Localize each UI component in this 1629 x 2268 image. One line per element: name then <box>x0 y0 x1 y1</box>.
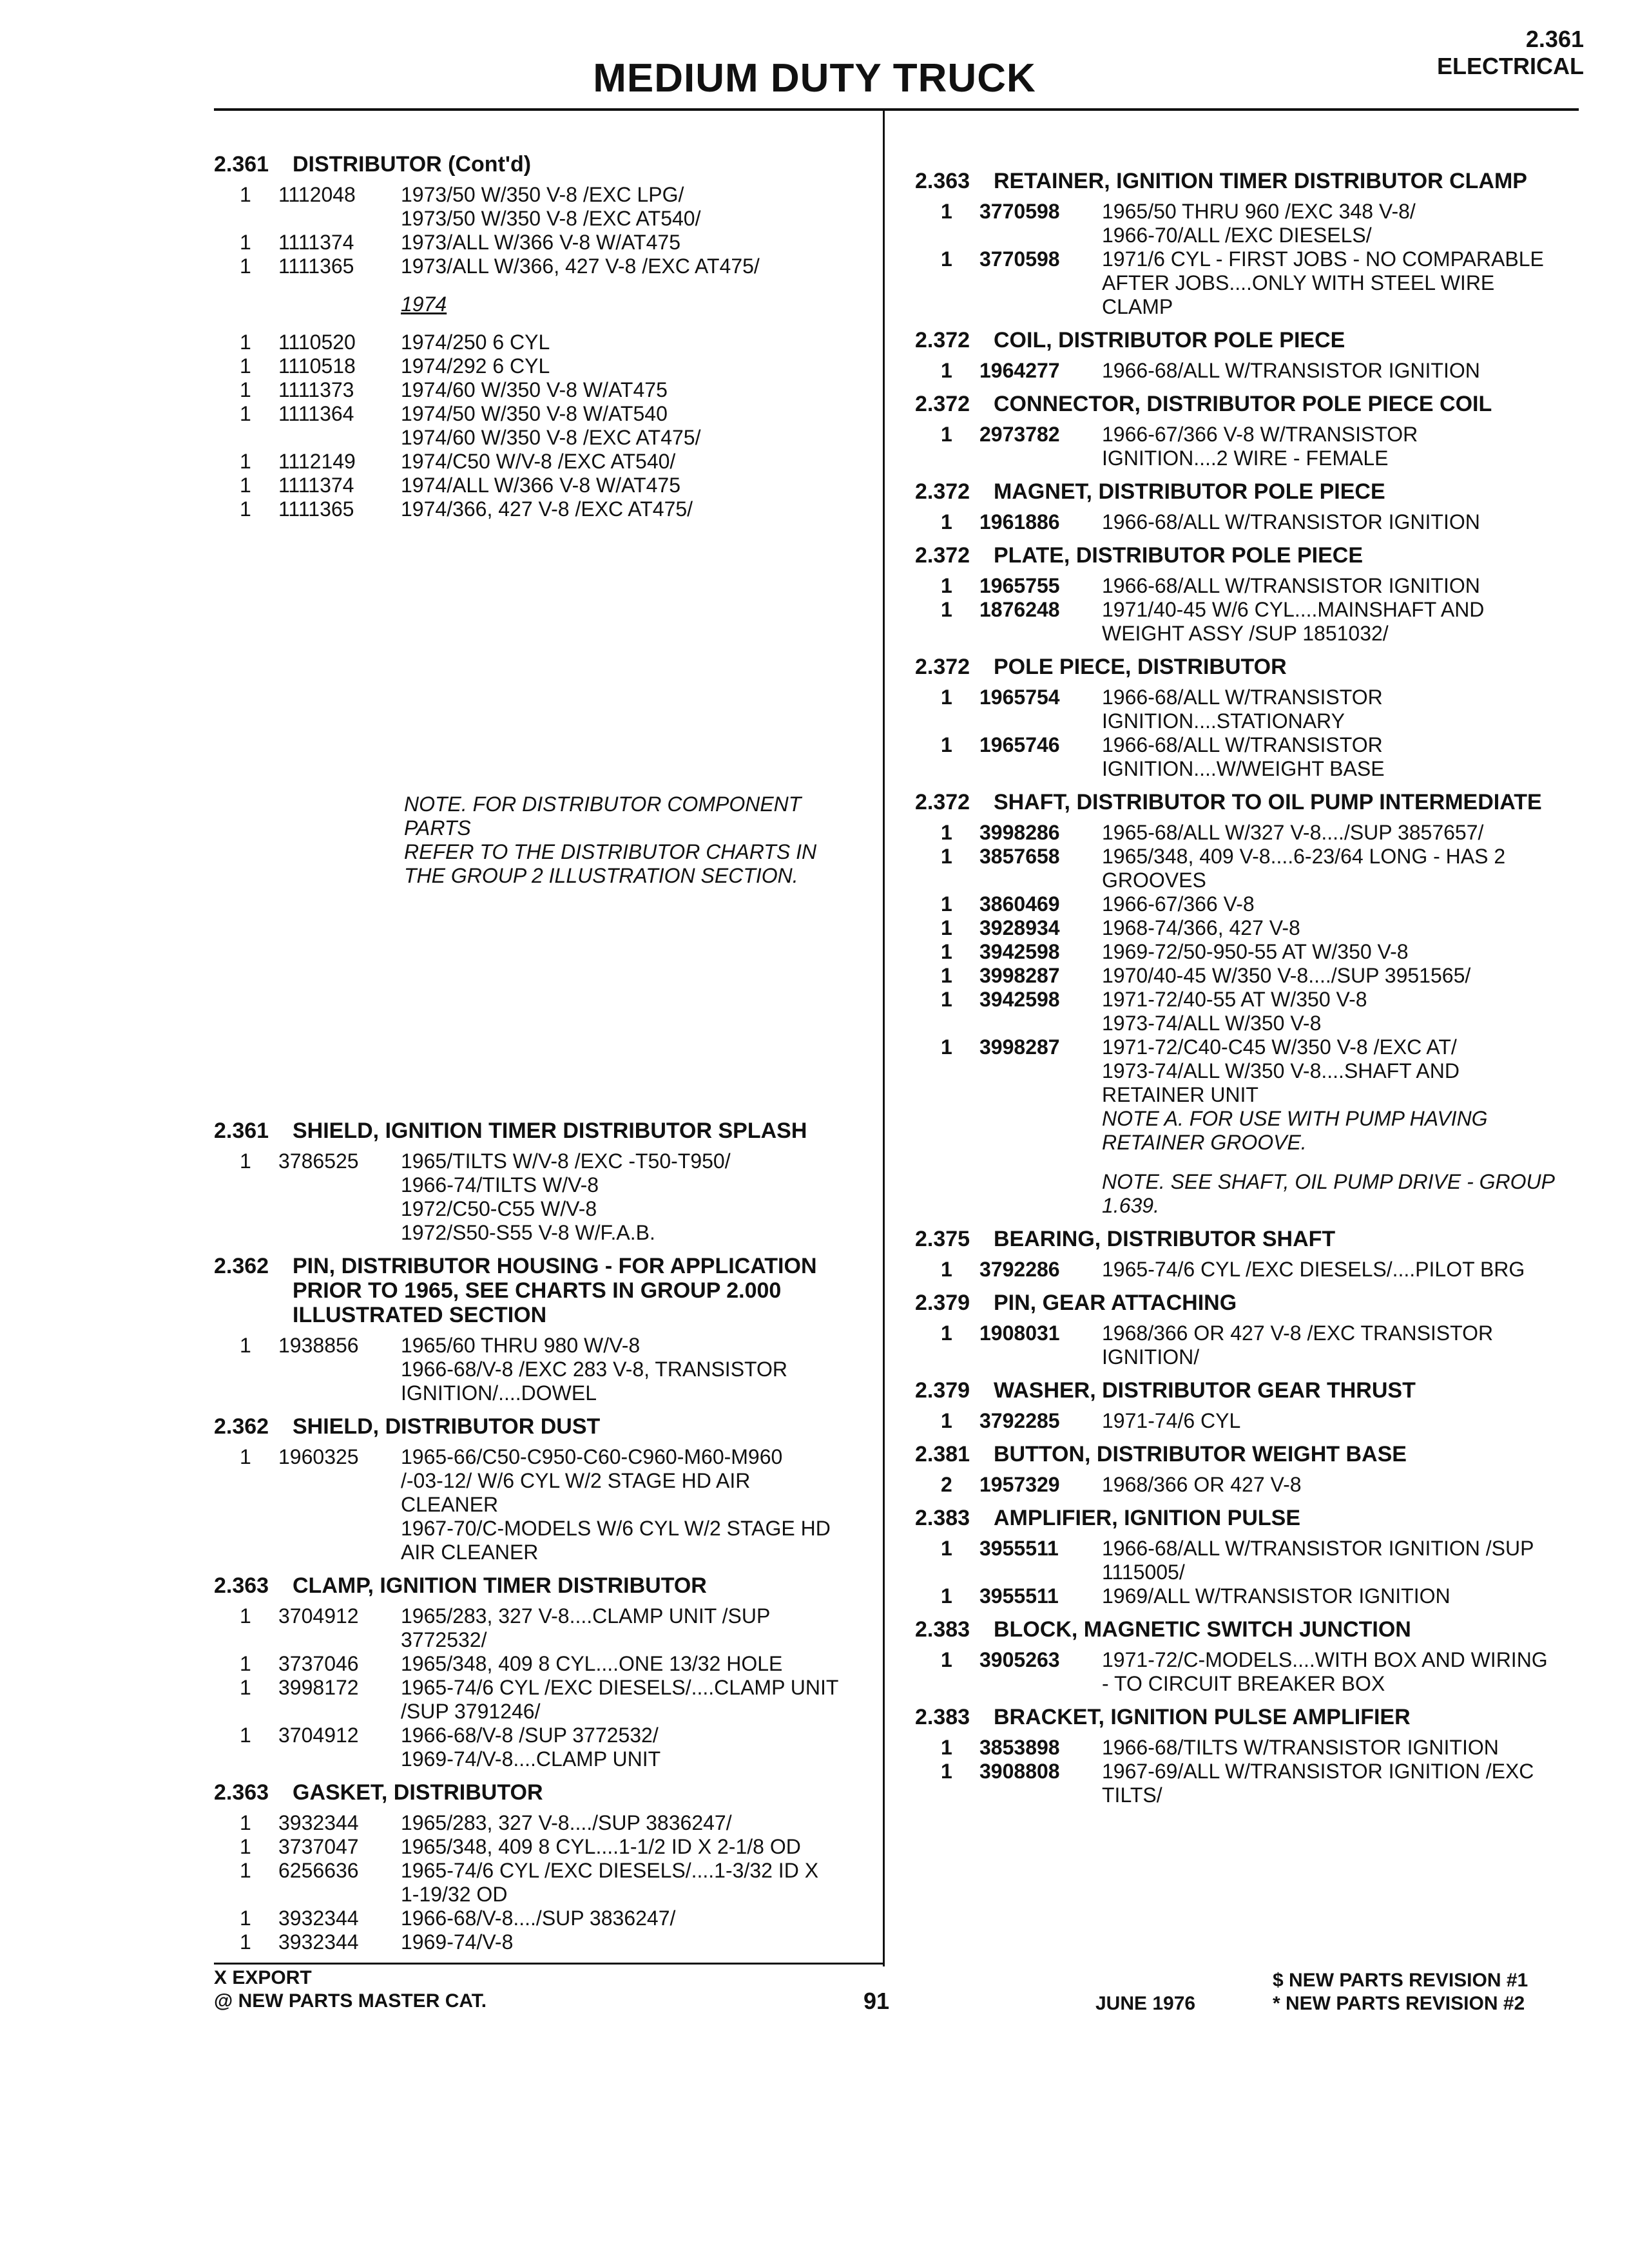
part-entry <box>915 845 1579 892</box>
section-number: 2.383 <box>915 1705 970 1729</box>
part-qty: 1 <box>941 1537 952 1560</box>
page-title: MEDIUM DUTY TRUCK <box>593 56 1036 101</box>
part-qty: 1 <box>240 497 251 521</box>
part-description: 1974/C50 W/V-8 /EXC AT540/ <box>401 450 676 473</box>
part-entry <box>214 1334 865 1405</box>
part-qty: 1 <box>941 1035 952 1059</box>
section-heading <box>915 1506 1579 1530</box>
part-number: 3998172 <box>278 1676 359 1699</box>
part-entry <box>915 940 1579 964</box>
part-number: 3955511 <box>979 1584 1059 1608</box>
part-description: 1971/40-45 W/6 CYL....MAINSHAFT AND WEIGHT ASSY /SUP 1851032/ <box>1102 598 1485 645</box>
issue-date: JUNE 1976 <box>1095 1993 1196 2014</box>
part-qty: 1 <box>941 1760 952 1783</box>
section-heading <box>915 1378 1579 1403</box>
part-entry <box>214 1811 865 1835</box>
part-entry <box>214 1604 865 1652</box>
parts-section <box>915 479 1579 534</box>
parts-section <box>915 328 1579 383</box>
part-entry <box>214 474 865 497</box>
section-note: NOTE. SEE SHAFT, OIL PUMP DRIVE - GROUP 1.639. <box>1102 1170 1555 1217</box>
part-number: 3928934 <box>979 916 1060 939</box>
part-number: 1938856 <box>278 1334 359 1357</box>
part-qty: 2 <box>941 1473 952 1496</box>
part-entry <box>915 821 1579 845</box>
parts-section <box>915 1617 1579 1696</box>
part-description: 1966-68/ALL W/TRANSISTOR IGNITION....W/WEIGHT BASE <box>1102 733 1385 780</box>
part-entry <box>915 733 1579 781</box>
section-heading <box>915 543 1579 568</box>
part-qty: 1 <box>941 423 952 446</box>
section-number: 2.372 <box>915 790 970 814</box>
section-heading <box>915 1617 1579 1642</box>
part-qty: 1 <box>941 988 952 1011</box>
part-number: 1110518 <box>278 354 356 378</box>
part-number: 1112048 <box>278 183 356 206</box>
section-title: BEARING, DISTRIBUTOR SHAFT <box>994 1227 1336 1251</box>
parts-section <box>915 169 1579 319</box>
part-description: 1971-72/40-55 AT W/350 V-8 1973-74/ALL W/350 V-8 <box>1102 988 1367 1035</box>
part-number: 1112149 <box>278 450 356 473</box>
part-entry <box>915 1409 1579 1433</box>
parts-section <box>915 1442 1579 1497</box>
part-qty: 1 <box>240 1907 251 1930</box>
part-number: 3860469 <box>979 892 1060 916</box>
part-description: 1970/40-45 W/350 V-8..../SUP 3951565/ <box>1102 964 1471 987</box>
part-description: 1969-72/50-950-55 AT W/350 V-8 <box>1102 940 1409 963</box>
part-qty: 1 <box>941 1648 952 1671</box>
part-description: 1967-69/ALL W/TRANSISTOR IGNITION /EXC TILTS/ <box>1102 1760 1534 1807</box>
section-title: PLATE, DISTRIBUTOR POLE PIECE <box>994 543 1364 568</box>
parts-section <box>214 1780 865 1954</box>
part-description: 1969-74/V-8 <box>401 1930 514 1954</box>
parts-section <box>915 392 1579 470</box>
part-qty: 1 <box>240 1676 251 1699</box>
section-number: 2.372 <box>915 392 970 416</box>
part-qty: 1 <box>941 733 952 756</box>
part-number: 3786525 <box>278 1149 359 1173</box>
part-qty: 1 <box>240 1859 251 1882</box>
header-rule <box>214 108 1579 111</box>
part-entry <box>915 1760 1579 1807</box>
parts-section <box>915 655 1579 781</box>
parts-section <box>915 1705 1579 1807</box>
right-column <box>915 169 1579 1816</box>
part-entry <box>915 1648 1579 1696</box>
part-description: 1965/60 THRU 980 W/V-8 1966-68/V-8 /EXC 283 V-8, TRANSISTOR IGNITION/....DOWEL <box>401 1334 787 1405</box>
part-description: 1965/348, 409 V-8....6-23/64 LONG - HAS 2 GROOVES <box>1102 845 1506 892</box>
part-number: 3955511 <box>979 1537 1059 1560</box>
section-heading <box>915 392 1579 416</box>
part-number: 1965754 <box>979 686 1060 709</box>
part-description: 1965-74/6 CYL /EXC DIESELS/....PILOT BRG <box>1102 1258 1525 1281</box>
part-qty: 1 <box>240 1149 251 1173</box>
part-description: 1974/366, 427 V-8 /EXC AT475/ <box>401 497 693 521</box>
section-heading <box>214 1254 865 1327</box>
part-description: 1973/ALL W/366, 427 V-8 /EXC AT475/ <box>401 255 760 278</box>
part-description: 1966-68/V-8..../SUP 3836247/ <box>401 1907 676 1930</box>
part-qty: 1 <box>240 1604 251 1628</box>
parts-section <box>214 1119 865 1245</box>
part-number: 3942598 <box>979 940 1060 963</box>
part-qty: 1 <box>240 231 251 254</box>
section-number: 2.362 <box>214 1414 269 1439</box>
part-qty: 1 <box>941 510 952 533</box>
distributor-note: NOTE. FOR DISTRIBUTOR COMPONENT PARTS REFER TO THE DISTRIBUTOR CHARTS IN THE GROUP 2 ILLUSTRATION SECTION. <box>404 793 817 887</box>
part-number: 1110520 <box>278 331 356 354</box>
section-number: 2.361 <box>214 1119 269 1143</box>
section-title: POLE PIECE, DISTRIBUTOR <box>994 655 1287 679</box>
part-entry <box>915 247 1579 319</box>
part-number: 1876248 <box>979 598 1060 621</box>
part-entry <box>915 598 1579 646</box>
section-title: COIL, DISTRIBUTOR POLE PIECE <box>994 328 1345 352</box>
part-description: 1966-68/ALL W/TRANSISTOR IGNITION /SUP 1115005/ <box>1102 1537 1534 1584</box>
part-qty: 1 <box>941 916 952 939</box>
part-entry <box>915 423 1579 470</box>
section-category: ELECTRICAL <box>1437 53 1584 79</box>
part-description: 1966-67/366 V-8 <box>1102 892 1255 916</box>
part-qty: 1 <box>941 200 952 223</box>
part-entry <box>214 231 865 255</box>
part-qty: 1 <box>240 1652 251 1675</box>
part-number: 3792286 <box>979 1258 1060 1281</box>
part-description: 1974/50 W/350 V-8 W/AT540 1974/60 W/350 V-8 /EXC AT475/ <box>401 402 701 449</box>
part-qty: 1 <box>240 1445 251 1468</box>
part-qty: 1 <box>240 402 251 425</box>
part-description: 1966-68/ALL W/TRANSISTOR IGNITION <box>1102 359 1480 382</box>
part-number: 3737046 <box>278 1652 359 1675</box>
part-entry <box>214 1907 865 1930</box>
section-number: 2.372 <box>915 328 970 352</box>
part-number: 1111365 <box>278 497 354 521</box>
part-qty: 1 <box>240 1724 251 1747</box>
part-qty: 1 <box>941 1584 952 1608</box>
part-entry <box>915 200 1579 247</box>
section-heading <box>214 1119 865 1143</box>
part-qty: 1 <box>941 598 952 621</box>
part-entry <box>915 359 1579 383</box>
part-qty: 1 <box>941 1409 952 1432</box>
section-heading <box>915 328 1579 352</box>
part-description: 1971-72/C-MODELS....WITH BOX AND WIRING - TO CIRCUIT BREAKER BOX <box>1102 1648 1548 1695</box>
section-note: NOTE A. FOR USE WITH PUMP HAVING RETAINER GROOVE. <box>1102 1107 1488 1154</box>
part-number: 3932344 <box>278 1811 359 1834</box>
part-qty: 1 <box>240 1930 251 1954</box>
part-description: 1974/ALL W/366 V-8 W/AT475 <box>401 474 681 497</box>
section-number: 2.363 <box>915 169 970 193</box>
legend-revision-1: $ NEW PARTS REVISION #1 <box>1273 1970 1528 1991</box>
part-entry <box>915 1584 1579 1608</box>
part-number: 1111364 <box>278 402 354 425</box>
part-description: 1971-72/C40-C45 W/350 V-8 /EXC AT/ 1973-74/ALL W/350 V-8....SHAFT AND RETAINER UNIT <box>1102 1035 1460 1106</box>
part-entry <box>915 510 1579 534</box>
part-number: 6256636 <box>278 1859 359 1882</box>
part-number: 3932344 <box>278 1907 359 1930</box>
part-entry <box>915 686 1579 733</box>
part-number: 1965746 <box>979 733 1060 756</box>
part-qty: 1 <box>240 183 251 206</box>
parts-section <box>915 1291 1579 1369</box>
part-description: 1971-74/6 CYL <box>1102 1409 1241 1432</box>
section-title: BUTTON, DISTRIBUTOR WEIGHT BASE <box>994 1442 1407 1466</box>
part-qty: 1 <box>240 255 251 278</box>
entry-list <box>214 331 865 521</box>
part-description: 1968/366 OR 427 V-8 /EXC TRANSISTOR IGNITION/ <box>1102 1321 1494 1369</box>
part-qty: 1 <box>240 378 251 401</box>
part-number: 3737047 <box>278 1835 359 1858</box>
part-entry <box>915 1473 1579 1497</box>
parts-section <box>915 1506 1579 1608</box>
part-description: 1966-68/ALL W/TRANSISTOR IGNITION <box>1102 510 1480 533</box>
part-description: 1965-68/ALL W/327 V-8..../SUP 3857657/ <box>1102 821 1484 844</box>
part-number: 1960325 <box>278 1445 359 1468</box>
section-heading <box>915 790 1579 814</box>
part-entry <box>915 1258 1579 1282</box>
section-heading <box>915 1442 1579 1466</box>
section-heading <box>214 1414 865 1439</box>
part-description: 1965-74/6 CYL /EXC DIESELS/....1-3/32 ID X 1-19/32 OD <box>401 1859 819 1906</box>
part-description: 1965/50 THRU 960 /EXC 348 V-8/ 1966-70/ALL /EXC DIESELS/ <box>1102 200 1416 247</box>
parts-section <box>214 1254 865 1405</box>
part-number: 1965755 <box>979 574 1060 597</box>
part-entry <box>915 1035 1579 1107</box>
part-qty: 1 <box>941 247 952 271</box>
part-description: 1966-67/366 V-8 W/TRANSISTOR IGNITION....2 WIRE - FEMALE <box>1102 423 1418 470</box>
part-number: 3770598 <box>979 247 1060 271</box>
section-title: CONNECTOR, DISTRIBUTOR POLE PIECE COIL <box>994 392 1492 416</box>
section-number: 2.372 <box>915 655 970 679</box>
part-description: 1965-74/6 CYL /EXC DIESELS/....CLAMP UNIT /SUP 3791246/ <box>401 1676 839 1723</box>
part-description: 1966-68/TILTS W/TRANSISTOR IGNITION <box>1102 1736 1499 1759</box>
part-qty: 1 <box>941 359 952 382</box>
part-description: 1965-66/C50-C950-C60-C960-M60-M960 /-03-12/ W/6 CYL W/2 STAGE HD AIR CLEANER 1967-70/C-MODELS W/6 CYL W/2 STAGE HD AIR CLEANER <box>401 1445 831 1564</box>
part-description: 1965/348, 409 8 CYL....ONE 13/32 HOLE <box>401 1652 783 1675</box>
part-entry <box>214 402 865 450</box>
part-entry <box>214 378 865 402</box>
part-entry <box>214 1835 865 1859</box>
part-entry <box>214 1445 865 1564</box>
section-number: 2.361 <box>214 152 269 177</box>
part-number: 3998287 <box>979 1035 1060 1059</box>
section-heading <box>915 655 1579 679</box>
part-entry <box>915 1736 1579 1760</box>
part-number: 3908808 <box>979 1760 1060 1783</box>
section-number: 2.363 <box>214 1573 269 1598</box>
part-description: 1965/348, 409 8 CYL....1-1/2 ID X 2-1/8 OD <box>401 1835 801 1858</box>
part-entry <box>214 1149 865 1245</box>
section-title: DISTRIBUTOR (Cont'd) <box>293 152 532 177</box>
part-number: 1111374 <box>278 231 354 254</box>
section-title: CLAMP, IGNITION TIMER DISTRIBUTOR <box>293 1573 707 1598</box>
section-number: 2.375 <box>915 1227 970 1251</box>
part-number: 1111365 <box>278 255 354 278</box>
section-number: 2.383 <box>915 1506 970 1530</box>
column-divider <box>883 111 885 1966</box>
section-title: SHIELD, DISTRIBUTOR DUST <box>293 1414 601 1439</box>
part-description: 1971/6 CYL - FIRST JOBS - NO COMPARABLE AFTER JOBS....ONLY WITH STEEL WIRE CLAMP <box>1102 247 1544 318</box>
part-qty: 1 <box>941 1321 952 1345</box>
section-heading <box>214 152 865 177</box>
part-description: 1973/ALL W/366 V-8 W/AT475 <box>401 231 681 254</box>
section-title: BLOCK, MAGNETIC SWITCH JUNCTION <box>994 1617 1411 1642</box>
section-heading <box>915 1291 1579 1315</box>
part-description: 1965/283, 327 V-8..../SUP 3836247/ <box>401 1811 732 1834</box>
part-entry <box>214 354 865 378</box>
section-title: RETAINER, IGNITION TIMER DISTRIBUTOR CLAMP <box>994 169 1527 193</box>
part-qty: 1 <box>941 964 952 987</box>
part-entry <box>915 1321 1579 1369</box>
part-entry <box>214 1724 865 1771</box>
part-entry <box>214 1676 865 1724</box>
section-heading <box>214 1573 865 1598</box>
part-description: 1966-68/ALL W/TRANSISTOR IGNITION....STATIONARY <box>1102 686 1383 733</box>
part-number: 3704912 <box>278 1604 359 1628</box>
parts-section <box>915 790 1579 1218</box>
section-number: 2.362 <box>214 1254 269 1278</box>
section-title: PIN, GEAR ATTACHING <box>994 1291 1237 1315</box>
part-qty: 1 <box>941 686 952 709</box>
section-heading <box>915 1227 1579 1251</box>
part-number: 1961886 <box>979 510 1060 533</box>
part-number: 3998286 <box>979 821 1060 844</box>
part-qty: 1 <box>240 474 251 497</box>
part-description: 1969/ALL W/TRANSISTOR IGNITION <box>1102 1584 1451 1608</box>
section-title: GASKET, DISTRIBUTOR <box>293 1780 543 1805</box>
part-description: 1974/250 6 CYL <box>401 331 550 354</box>
part-entry <box>214 1652 865 1676</box>
section-title: BRACKET, IGNITION PULSE AMPLIFIER <box>994 1705 1411 1729</box>
part-number: 1908031 <box>979 1321 1060 1345</box>
part-entry <box>214 1930 865 1954</box>
part-entry <box>915 988 1579 1035</box>
part-entry <box>214 255 865 278</box>
part-qty: 1 <box>240 1334 251 1357</box>
part-entry <box>214 450 865 474</box>
part-qty: 1 <box>240 354 251 378</box>
part-number: 3998287 <box>979 964 1060 987</box>
part-number: 3857658 <box>979 845 1060 868</box>
part-entry <box>915 916 1579 940</box>
section-number: 2.372 <box>915 479 970 504</box>
part-number: 3770598 <box>979 200 1060 223</box>
part-qty: 1 <box>941 574 952 597</box>
part-qty: 1 <box>240 1835 251 1858</box>
part-description: 1965/283, 327 V-8....CLAMP UNIT /SUP 3772532/ <box>401 1604 771 1651</box>
part-number: 3704912 <box>278 1724 359 1747</box>
part-number: 3905263 <box>979 1648 1060 1671</box>
part-qty: 1 <box>941 1258 952 1281</box>
section-heading <box>915 1705 1579 1729</box>
part-description: 1968/366 OR 427 V-8 <box>1102 1473 1302 1496</box>
part-description: 1965/TILTS W/V-8 /EXC -T50-T950/ 1966-74/TILTS W/V-8 1972/C50-C55 W/V-8 1972/S50-S55 V-8 W/F.A.B. <box>401 1149 731 1244</box>
section-heading <box>915 169 1579 193</box>
section-title: SHAFT, DISTRIBUTOR TO OIL PUMP INTERMEDIATE <box>994 790 1542 814</box>
part-entry <box>915 892 1579 916</box>
section-code: 2.361 <box>1525 26 1584 52</box>
legend-export: X EXPORT <box>214 1967 312 1988</box>
part-number: 3792285 <box>979 1409 1060 1432</box>
section-heading <box>915 479 1579 504</box>
section-number: 2.379 <box>915 1378 970 1403</box>
section-number: 2.383 <box>915 1617 970 1642</box>
section-title: SHIELD, IGNITION TIMER DISTRIBUTOR SPLASH <box>293 1119 807 1143</box>
part-qty: 1 <box>240 450 251 473</box>
left-column <box>214 152 865 1954</box>
part-qty: 1 <box>941 940 952 963</box>
part-number: 3853898 <box>979 1736 1060 1759</box>
section-number: 2.381 <box>915 1442 970 1466</box>
part-number: 1111374 <box>278 474 354 497</box>
parts-section <box>214 1573 865 1771</box>
entry-list <box>214 183 865 278</box>
section-number: 2.372 <box>915 543 970 568</box>
part-number: 2973782 <box>979 423 1060 446</box>
section-heading <box>214 1780 865 1805</box>
part-entry <box>214 497 865 521</box>
parts-section <box>214 1414 865 1564</box>
distributor-section <box>214 152 865 887</box>
parts-section <box>915 543 1579 646</box>
part-description: 1973/50 W/350 V-8 /EXC LPG/ 1973/50 W/350 V-8 /EXC AT540/ <box>401 183 701 230</box>
part-description: 1968-74/366, 427 V-8 <box>1102 916 1300 939</box>
footer-legend-left <box>214 1966 487 2013</box>
part-number: 1111373 <box>278 378 354 401</box>
part-number: 1957329 <box>979 1473 1060 1496</box>
section-number: 2.363 <box>214 1780 269 1805</box>
part-description: 1966-68/V-8 /SUP 3772532/ 1969-74/V-8....CLAMP UNIT <box>401 1724 661 1771</box>
part-entry <box>915 964 1579 988</box>
section-title: PIN, DISTRIBUTOR HOUSING - FOR APPLICATION PRIOR TO 1965, SEE CHARTS IN GROUP 2.000 ILLUSTRATED SECTION <box>293 1254 817 1327</box>
part-number: 3932344 <box>278 1930 359 1954</box>
part-description: 1966-68/ALL W/TRANSISTOR IGNITION <box>1102 574 1480 597</box>
part-entry <box>915 1537 1579 1584</box>
part-qty: 1 <box>941 892 952 916</box>
left-section-list <box>214 1119 865 1963</box>
part-number: 3942598 <box>979 988 1060 1011</box>
part-qty: 1 <box>240 1811 251 1834</box>
section-title: AMPLIFIER, IGNITION PULSE <box>994 1506 1301 1530</box>
part-entry <box>214 1859 865 1907</box>
legend-revision-2: * NEW PARTS REVISION #2 <box>1273 1993 1525 2014</box>
section-title: WASHER, DISTRIBUTOR GEAR THRUST <box>994 1378 1416 1403</box>
part-qty: 1 <box>240 331 251 354</box>
section-number: 2.379 <box>915 1291 970 1315</box>
part-qty: 1 <box>941 1736 952 1759</box>
section-title: MAGNET, DISTRIBUTOR POLE PIECE <box>994 479 1385 504</box>
part-qty: 1 <box>941 821 952 844</box>
part-description: 1974/60 W/350 V-8 W/AT475 <box>401 378 668 401</box>
parts-section <box>915 1227 1579 1282</box>
page-number: 91 <box>863 1988 890 2014</box>
part-entry <box>214 331 865 354</box>
part-qty: 1 <box>941 845 952 868</box>
parts-section <box>915 1378 1579 1433</box>
part-number: 1964277 <box>979 359 1060 382</box>
part-entry <box>214 183 865 231</box>
part-description: 1974/292 6 CYL <box>401 354 550 378</box>
legend-master-catalog: @ NEW PARTS MASTER CAT. <box>214 1990 487 2012</box>
footer-legend-right <box>1273 1969 1528 2015</box>
year-heading: 1974 <box>401 293 447 316</box>
part-entry <box>915 574 1579 598</box>
